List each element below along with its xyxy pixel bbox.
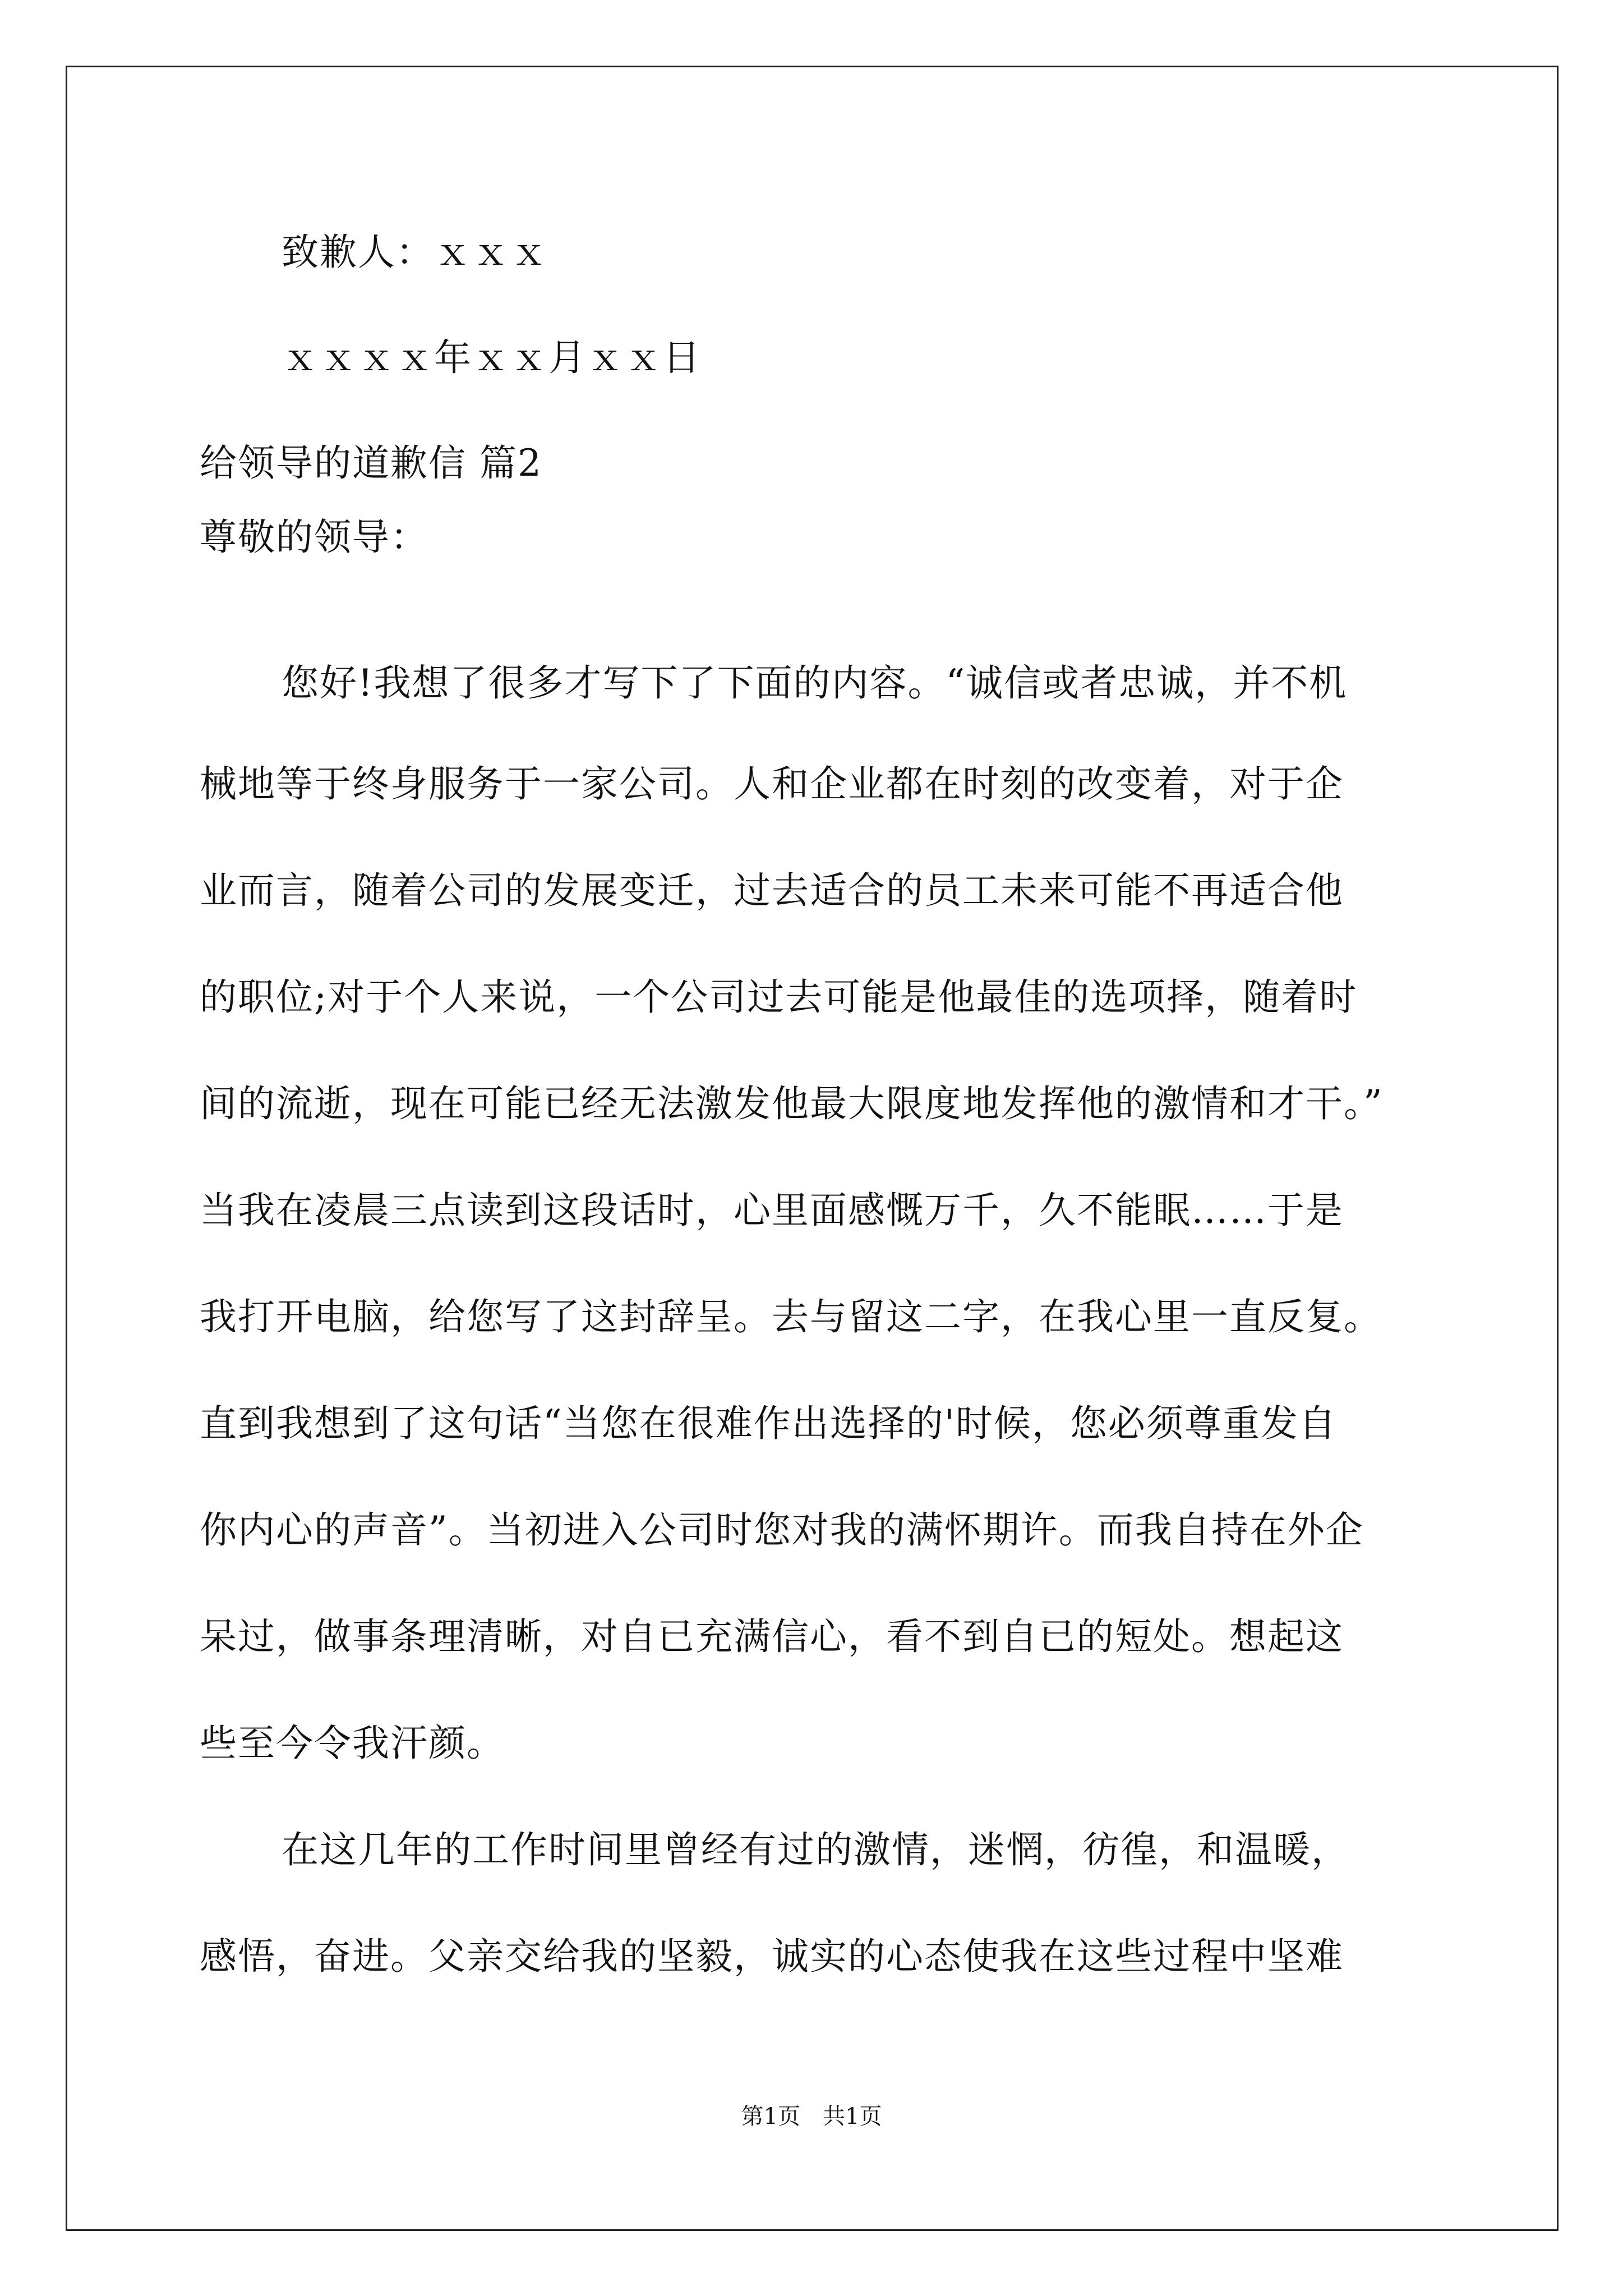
body-line: 当我在凌晨三点读到这段话时，心里面感慨万千，久不能眠……于是	[200, 1189, 1344, 1232]
body-line: 在这几年的工作时间里曾经有过的激情，迷惘，彷徨，和温暖，	[282, 1828, 1349, 1871]
body-line: 您好!我想了很多才写下了下面的内容。“诚信或者忠诚，并不机	[282, 661, 1348, 705]
body-line: 呆过，做事条理清晰，对自已充满信心，看不到自已的短处。想起这	[200, 1615, 1344, 1658]
body-line: 间的流逝，现在可能已经无法激发他最大限度地发挥他的激情和才干。”	[200, 1082, 1384, 1125]
body-line: 直到我想到了这句话“当您在很难作出选择的'时候，您必须尊重发自	[200, 1402, 1337, 1445]
date-line: ｘｘｘｘ年ｘｘ月ｘｘ日	[282, 336, 701, 379]
body-line: 业而言，随着公司的发展变迁，过去适合的员工未来可能不再适合他	[200, 869, 1344, 912]
page-border	[66, 66, 1559, 2231]
body-line: 感悟，奋进。父亲交给我的坚毅，诚实的心态使我在这些过程中坚难	[200, 1935, 1344, 1978]
body-line: 的职位;对于个人来说，一个公司过去可能是他最佳的选项择，随着时	[200, 976, 1358, 1019]
body-line: 械地等于终身服务于一家公司。人和企业都在时刻的改变着，对于企	[200, 762, 1344, 806]
signer-line: 致歉人：ｘｘｘ	[282, 231, 548, 274]
section-title: 给领导的道歉信 篇2	[200, 441, 542, 485]
body-line: 你内心的声音”。当初进入公司时您对我的满怀期许。而我自持在外企	[200, 1508, 1364, 1552]
page-number-footer: 第1页 共1页	[741, 2104, 882, 2129]
body-line: 我打开电脑，给您写了这封辞呈。去与留这二字，在我心里一直反复。	[200, 1295, 1382, 1338]
body-line: 些至今令我汗颜。	[200, 1722, 505, 1765]
salutation: 尊敬的领导：	[200, 516, 428, 559]
